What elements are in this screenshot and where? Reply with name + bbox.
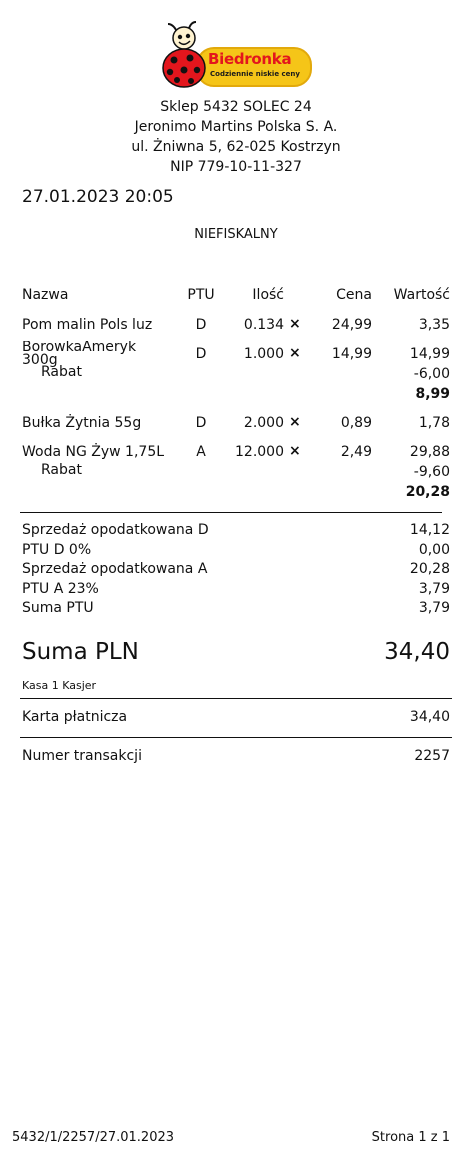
tax-value: 20,28 [409, 561, 450, 577]
item-qty: 1.000 [243, 346, 284, 362]
item-total: 20,28 [405, 484, 450, 500]
transaction-label: Numer transakcji [22, 748, 142, 764]
item-total: 8,99 [415, 386, 450, 402]
cashier-label: Kasa 1 Kasjer [22, 679, 97, 692]
item-price: 0,89 [340, 415, 372, 431]
tax-value: 3,79 [418, 600, 450, 616]
divider [20, 512, 442, 513]
total-label: Suma PLN [22, 639, 139, 665]
receipt-datetime: 27.01.2023 20:05 [22, 187, 174, 207]
discount-value: -6,00 [413, 366, 450, 382]
header-value: Wartość [393, 287, 450, 303]
item-ptu: D [195, 415, 207, 431]
tax-label: Suma PTU [22, 600, 94, 616]
logo-tagline: Codziennie niskie ceny [210, 70, 300, 78]
item-ptu: A [196, 444, 206, 460]
item-name: Pom malin Pols luz [22, 317, 153, 333]
store-address: ul. Żniwna 5, 62-025 Kostrzyn [131, 139, 341, 155]
discount-value: -9,60 [413, 464, 450, 480]
fiscal-label: NIEFISKALNY [194, 227, 278, 242]
tax-label: Sprzedaż opodatkowana A [22, 561, 208, 577]
multiply-icon: × [289, 316, 301, 332]
item-ptu: D [195, 317, 207, 333]
total-value: 34,40 [384, 639, 450, 665]
item-value: 1,78 [418, 415, 450, 431]
header-qty: Ilość [252, 287, 284, 303]
item-price: 14,99 [331, 346, 372, 362]
item-value: 29,88 [409, 444, 450, 460]
item-qty: 12.000 [235, 444, 284, 460]
multiply-icon: × [289, 414, 301, 430]
item-qty: 0.134 [243, 317, 284, 333]
store-name: Sklep 5432 SOLEC 24 [160, 99, 312, 115]
item-ptu: D [195, 346, 207, 362]
biedronka-logo [160, 20, 312, 90]
item-name: Woda NG Żyw 1,75L [22, 444, 165, 460]
receipt-id: 5432/1/2257/27.01.2023 [12, 1130, 175, 1145]
discount-label: Rabat [41, 462, 82, 478]
header-name: Nazwa [22, 287, 69, 303]
item-value: 3,35 [418, 317, 450, 333]
item-name: Bułka Żytnia 55g [22, 415, 142, 431]
multiply-icon: × [289, 443, 301, 459]
item-qty: 2.000 [243, 415, 284, 431]
item-price: 24,99 [331, 317, 372, 333]
discount-label: Rabat [41, 364, 82, 380]
page-indicator: Strona 1 z 1 [371, 1130, 450, 1145]
logo-brand-text: Biedronka [208, 50, 292, 68]
divider [20, 737, 452, 738]
header-ptu: PTU [187, 287, 215, 303]
payment-value: 34,40 [409, 709, 450, 725]
transaction-value: 2257 [414, 748, 450, 764]
header-price: Cena [336, 287, 372, 303]
tax-label: PTU D 0% [22, 542, 92, 558]
item-name: BorowkaAmeryk 300g [22, 341, 137, 367]
item-value: 14,99 [409, 346, 450, 362]
tax-value: 0,00 [418, 542, 450, 558]
tax-id: NIP 779-10-11-327 [170, 159, 302, 175]
payment-label: Karta płatnicza [22, 709, 128, 725]
divider [20, 698, 452, 699]
tax-label: PTU A 23% [22, 581, 99, 597]
tax-value: 14,12 [409, 522, 450, 538]
company-name: Jeronimo Martins Polska S. A. [134, 119, 338, 135]
tax-value: 3,79 [418, 581, 450, 597]
multiply-icon: × [289, 345, 301, 361]
item-price: 2,49 [340, 444, 372, 460]
tax-label: Sprzedaż opodatkowana D [22, 522, 209, 538]
